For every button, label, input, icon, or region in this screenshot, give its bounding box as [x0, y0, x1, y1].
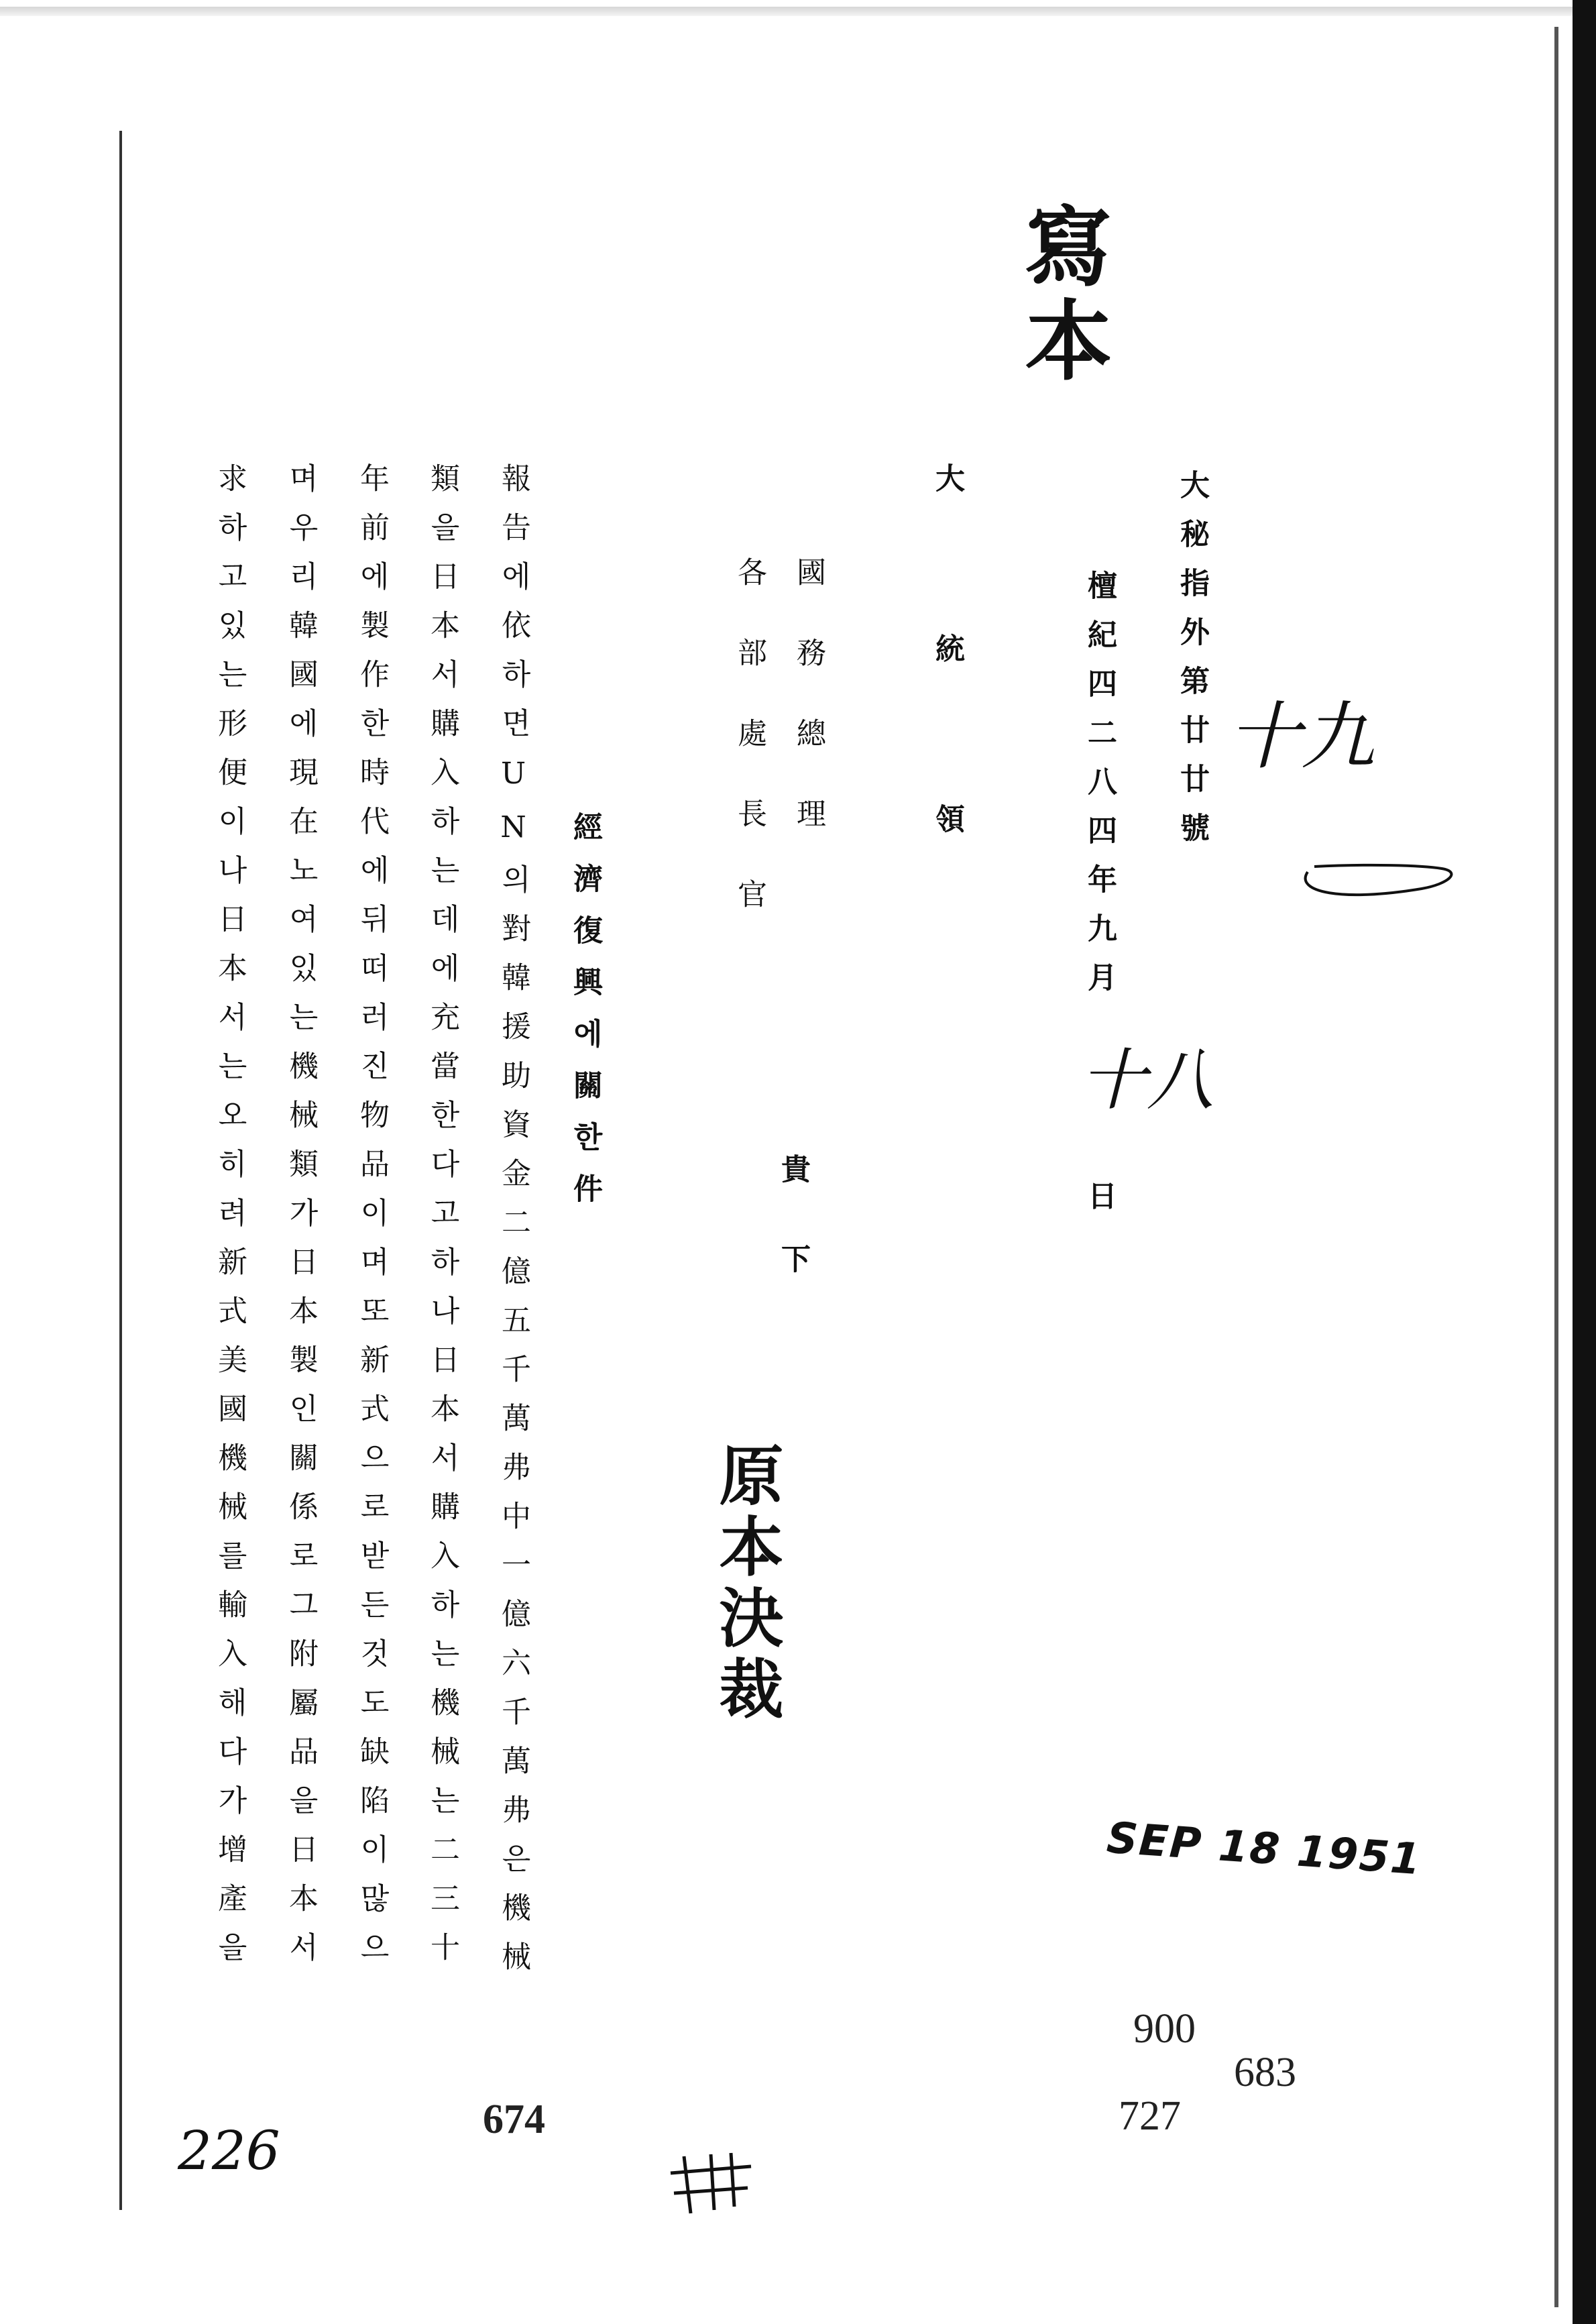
subject-title: 經濟復興에關한件 [568, 812, 602, 1225]
body-column-1: 報告에依하면UN의對韓援助資金二億五千萬弗中一億六千萬弗은機械 [496, 463, 530, 1990]
body-column-2: 類을日本서購入하는데에充當한다고하나日本서購入하는機械는二三十 [425, 463, 459, 1981]
number-900: 900 [1133, 2006, 1196, 2052]
date-day-suffix: 日 [1082, 1180, 1117, 1229]
body-column-3: 年前에製作한時代에뒤떠러진物品이며또新式으로받든것도缺陷이많으 [355, 463, 389, 1981]
recipient-honorific: 貴下 [776, 1154, 810, 1333]
doc-number: 大秘指外第廿廿號 [1175, 469, 1209, 861]
number-683: 683 [1234, 2050, 1296, 2095]
handwritten-scribble [664, 2146, 764, 2227]
doc-number-handwritten: 十九 [1227, 694, 1375, 779]
scan-top-edge [0, 7, 1596, 16]
body-column-4: 며우리韓國에現在노여있는機械類가日本製인關係로그附屬品을日本서 [284, 463, 318, 1981]
body-column-5: 求하고있는形便이나日本서는오히려新式美國機械를輸入해다가增產을 [213, 463, 247, 1981]
right-margin-rule [1554, 27, 1558, 2307]
page-number: 674 [483, 2097, 545, 2142]
received-date-stamp: SEP 18 1951 [1104, 1813, 1424, 1885]
date-line: 檀紀四二八四年九月 [1082, 570, 1117, 1011]
number-727: 727 [1119, 2093, 1181, 2139]
recipient-line-2: 各部處長官 [732, 557, 766, 959]
left-margin-rule [119, 131, 122, 2210]
scan-right-border [1573, 0, 1596, 2324]
sender: 大統領 [930, 463, 964, 974]
recipient-line-1: 國務總理 [791, 557, 825, 879]
handwritten-loop [1288, 852, 1475, 905]
approval-stamp: 原本決裁 [709, 1442, 785, 1726]
handwritten-number: 226 [178, 2119, 280, 2182]
copy-mark: 寫本 [1011, 201, 1113, 389]
date-day-handwritten: 十八 [1080, 1041, 1214, 1119]
